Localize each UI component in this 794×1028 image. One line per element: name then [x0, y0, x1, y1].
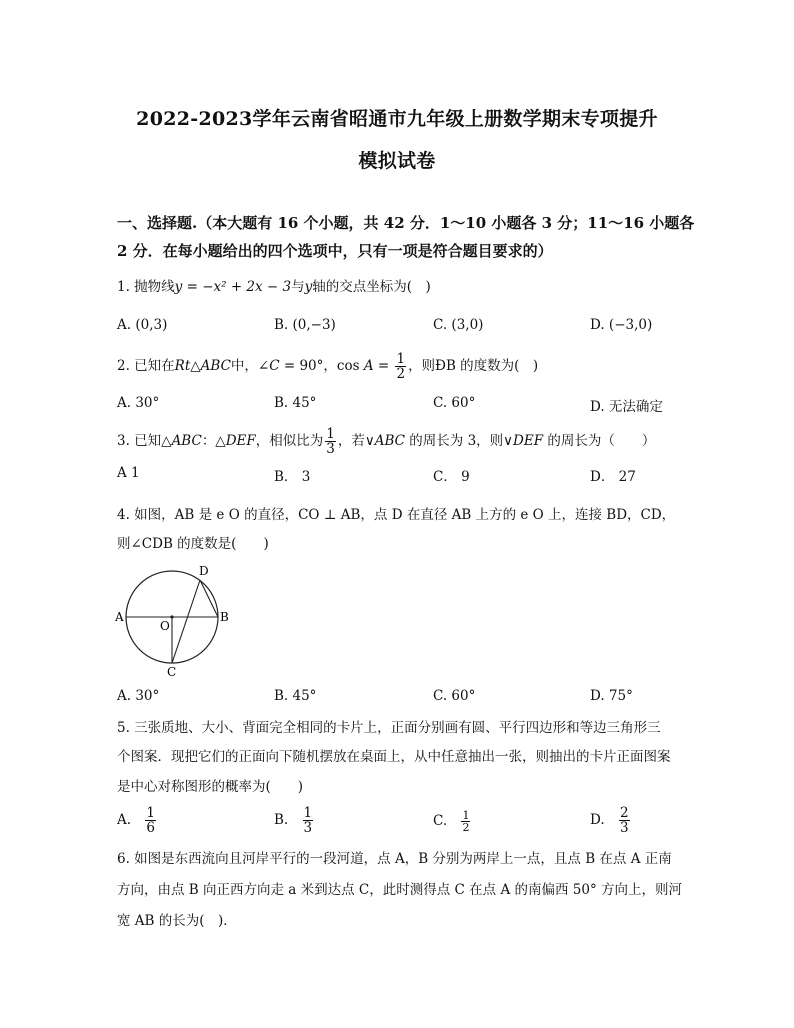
- q1-option-c: C. (3,0): [433, 317, 484, 333]
- q1-expression: y = −x² + 2x − 3: [174, 279, 292, 295]
- q5-b-den: 3: [303, 820, 313, 836]
- q1-mid: 与: [291, 279, 305, 295]
- label-b: B: [220, 610, 229, 624]
- q2-option-d: D. 无法确定: [590, 399, 663, 415]
- q2-triangle: Rt△ABC: [174, 358, 231, 374]
- q3-frac-den: 3: [326, 441, 335, 457]
- q5-a-fraction: [145, 806, 156, 835]
- q5-c-num: 1: [462, 809, 470, 822]
- q4-option-d: D. 75°: [590, 688, 633, 704]
- q5-option-a: [117, 806, 158, 835]
- q2-angle: C: [269, 358, 280, 374]
- q5-option-d: [590, 806, 632, 835]
- q2-frac-den: 2: [396, 366, 406, 382]
- q3-frac-num: 1: [326, 426, 335, 442]
- section-heading-line1: 一、选择题.（本大题有 16 个小题，共 42 分．1～10 小题各 3 分；11～16 小题各: [117, 214, 695, 232]
- q3-mid2: ，相似比为: [255, 433, 324, 449]
- q4-circle-figure: [112, 560, 242, 680]
- label-a: A: [115, 610, 124, 624]
- q3-t3: ABC: [374, 433, 405, 449]
- question-5-line2: 个图案．现把它们的正面向下随机摆放在桌面上，从中任意抽出一张，则抽出的卡片正面图案: [117, 749, 671, 765]
- label-c: C: [167, 665, 177, 679]
- q5-d-fraction: [619, 806, 630, 835]
- q2-a: A: [363, 358, 374, 374]
- q3-t2: DEF: [225, 433, 256, 449]
- q3-option-a: A 1: [117, 465, 140, 481]
- q2-option-a: A. 30°: [117, 395, 160, 411]
- q2-tail: ，则ÐB 的度数为( ): [408, 358, 539, 374]
- q3-option-c: C． 9: [433, 469, 470, 485]
- q1-option-b: B. (0,−3): [274, 317, 336, 333]
- q3-fraction: [325, 427, 336, 456]
- q5-d-den: 3: [619, 820, 629, 836]
- q5-b-num: 1: [303, 805, 313, 821]
- q3-mid3: ，若∨: [337, 433, 375, 449]
- q5-c-den: 2: [462, 821, 470, 834]
- q2-mid: 中，∠: [230, 358, 270, 374]
- q2-option-b: B. 45°: [274, 395, 317, 411]
- q5-b-label: B.: [274, 812, 289, 828]
- q5-a-den: 6: [146, 820, 155, 836]
- q2-eq2: =: [373, 358, 394, 374]
- q3-mid: ：△: [201, 433, 226, 449]
- question-6-line2: 方向，由点 B 向正西方向走 a 米到达点 C，此时测得点 C 在点 A 的南偏西 50° 方向上，则河: [117, 882, 683, 898]
- q2-option-c: C. 60°: [433, 395, 476, 411]
- q1-option-d: D. (−3,0): [590, 317, 653, 333]
- q2-prefix: 2. 已知在: [117, 358, 175, 374]
- page-subtitle: 模拟试卷: [358, 150, 436, 172]
- question-5-line3: 是中心对称图形的概率为( ): [117, 779, 304, 795]
- center-point: [170, 615, 173, 618]
- q5-option-c: [433, 810, 472, 833]
- question-6-line1: 6. 如图是东西流向且河岸平行的一段河道，点 A，B 分别为两岸上一点，且点 B 在点 A 正南: [117, 851, 672, 867]
- question-5-line1: 5. 三张质地、大小、背面完全相同的卡片上，正面分别画有圆、平行四边形和等边三角形三: [117, 720, 661, 736]
- q5-a-num: 1: [146, 805, 155, 821]
- q4-option-c: C. 60°: [433, 688, 476, 704]
- q1-var: y: [304, 279, 313, 295]
- section-heading-line2: 2 分．在每小题给出的四个选项中，只有一项是符合题目要求的）: [117, 242, 553, 260]
- q2-fraction: [395, 352, 406, 381]
- q5-a-label: A.: [117, 812, 132, 828]
- q5-c-label: C.: [433, 813, 448, 829]
- q1-option-a: A. (0,3): [117, 317, 168, 333]
- q3-option-b: B． 3: [274, 469, 311, 485]
- q4-option-b: B. 45°: [274, 688, 317, 704]
- q5-c-fraction: [461, 810, 470, 833]
- question-1: [117, 276, 431, 298]
- q3-prefix: 3. 已知△: [117, 433, 172, 449]
- q2-frac-num: 1: [396, 351, 406, 367]
- q5-b-fraction: [303, 806, 314, 835]
- q5-d-label: D.: [590, 812, 605, 828]
- label-o: O: [160, 619, 170, 633]
- q1-prefix: 1. 抛物线: [117, 279, 175, 295]
- question-4-line1: 4. 如图，AB 是 e O 的直径，CO ⊥ AB，点 D 在直径 AB 上方的 e O 上，连接 BD，CD，: [117, 507, 676, 523]
- label-d: D: [199, 564, 209, 578]
- segment-cd: [172, 580, 200, 663]
- page-title: 2022-2023学年云南省昭通市九年级上册数学期末专项提升: [136, 108, 658, 130]
- q5-option-b: [274, 806, 315, 835]
- q3-option-d: D． 27: [590, 469, 636, 485]
- question-4-line2: 则∠CDB 的度数是( ): [117, 536, 269, 552]
- question-2: [117, 352, 538, 381]
- question-3: [117, 427, 655, 456]
- q3-mid4: 的周长为 3，则∨: [404, 433, 514, 449]
- q3-tail: 的周长为（ ）: [543, 433, 656, 449]
- q4-option-a: A. 30°: [117, 688, 160, 704]
- q3-t1: ABC: [171, 433, 202, 449]
- q5-d-num: 2: [619, 805, 629, 821]
- q3-t4: DEF: [513, 433, 544, 449]
- q1-tail: 轴的交点坐标为( ): [312, 279, 431, 295]
- question-6-line3: 宽 AB 的长为( )．: [117, 913, 237, 929]
- q2-eq: = 90°，cos: [279, 358, 360, 374]
- segment-bd: [200, 580, 218, 617]
